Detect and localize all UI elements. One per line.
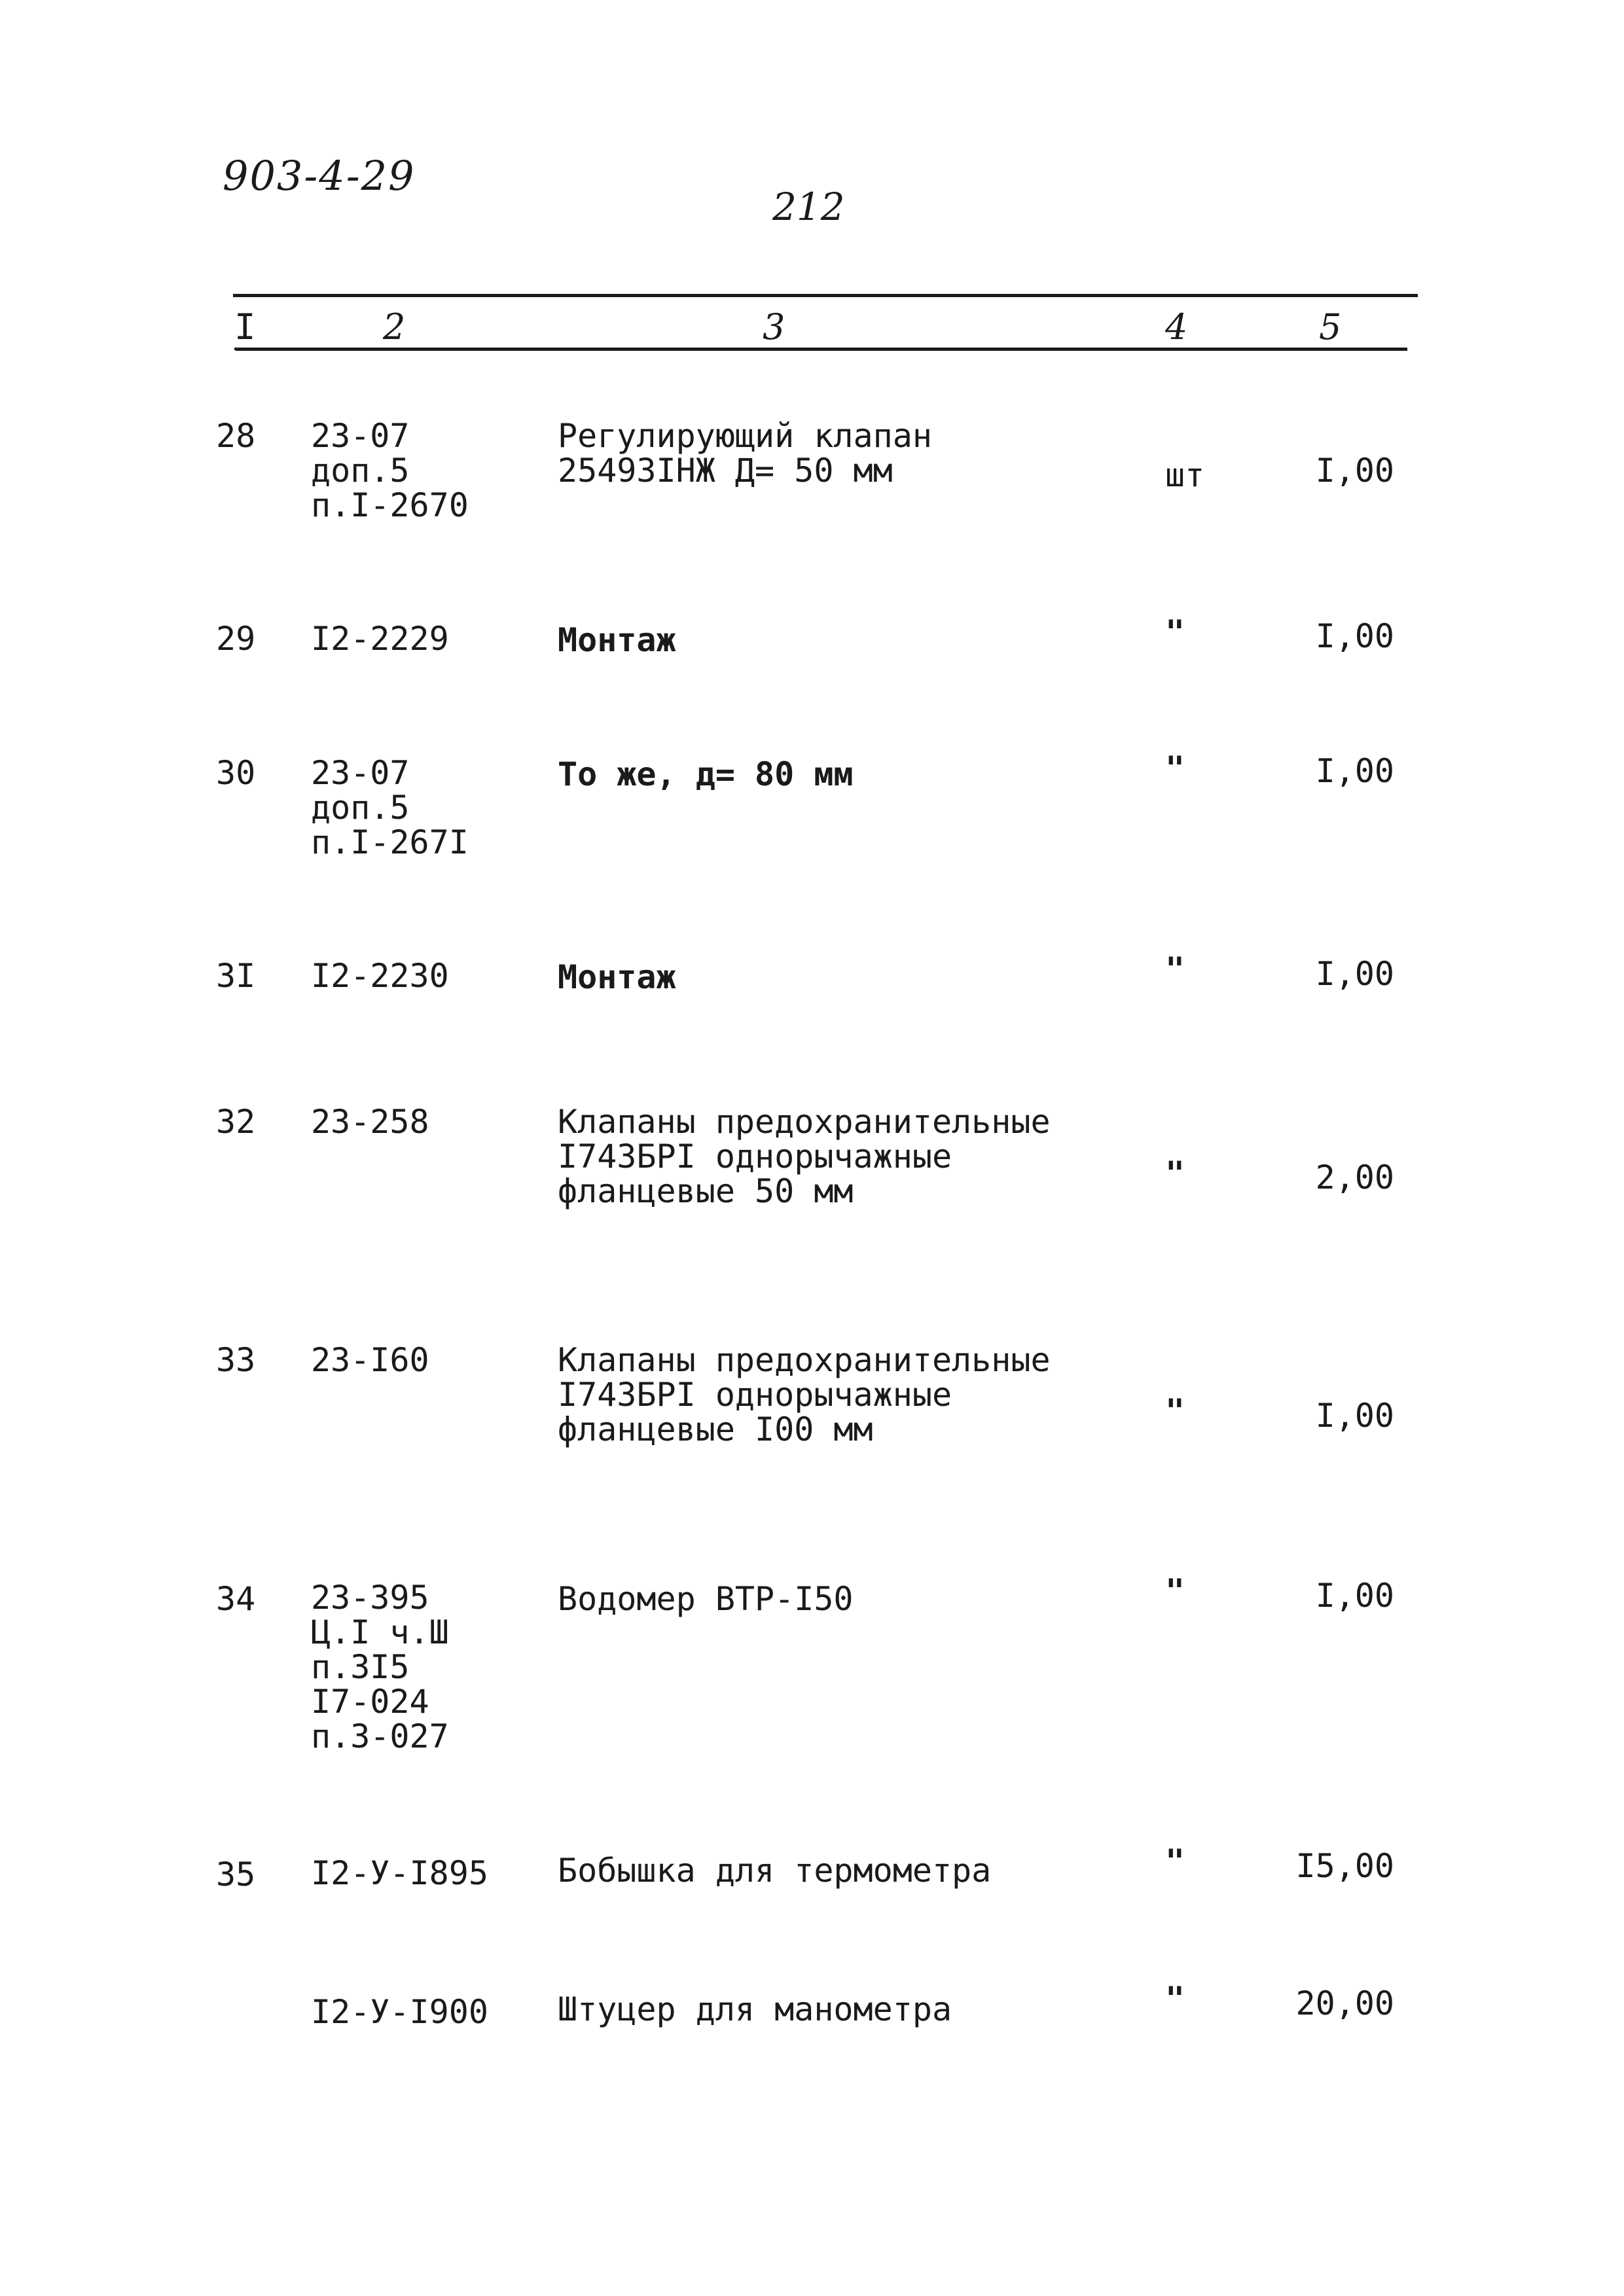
row-number: 3I (216, 957, 256, 995)
row-quantity: 2,00 (1315, 1158, 1394, 1196)
desc-line: Бобышка для термометра (558, 1852, 992, 1890)
row-quantity: I,00 (1315, 452, 1394, 490)
column-header-5: 5 (1319, 306, 1342, 348)
row-number: 35 (216, 1856, 256, 1893)
table-header-rule (236, 348, 1407, 351)
document-code: 903-4-29 (223, 152, 416, 200)
code-line: I7-024 (311, 1683, 429, 1721)
desc-line: Монтаж (558, 621, 676, 659)
code-line: I2-2229 (311, 620, 449, 658)
code-line: 23-07 (311, 417, 410, 455)
code-line: п.3-027 (311, 1717, 449, 1755)
column-header-3: 3 (763, 306, 785, 348)
column-header-1: I (234, 306, 257, 350)
row-quantity: I,00 (1315, 752, 1394, 790)
code-line: доп.5 (311, 789, 410, 827)
row-quantity: I,00 (1315, 617, 1394, 655)
code-line: 23-07 (311, 754, 410, 792)
desc-line: фланцевые 50 мм (558, 1172, 854, 1210)
row-number: 30 (216, 754, 256, 792)
desc-line: 25493IНЖ Д= 50 мм (558, 452, 893, 490)
column-header-2: 2 (383, 306, 406, 348)
code-line: 23-I60 (311, 1341, 429, 1379)
row-code (311, 1105, 429, 1139)
row-number: 32 (216, 1103, 256, 1141)
row-unit: " (1165, 1572, 1185, 1610)
row-unit: " (1165, 1842, 1185, 1880)
row-number: 34 (216, 1580, 256, 1618)
row-unit: " (1165, 1392, 1185, 1430)
code-line: доп.5 (311, 452, 410, 490)
row-number: 28 (216, 417, 256, 455)
code-line: п.I-267I (311, 823, 469, 861)
desc-line: Монтаж (558, 958, 676, 996)
row-code (311, 1343, 429, 1378)
row-number: 33 (216, 1341, 256, 1379)
page-number: 212 (772, 185, 845, 229)
desc-line: Водомер ВТР-I50 (558, 1580, 854, 1618)
row-quantity: I5,00 (1295, 1847, 1394, 1885)
desc-line: Штуцер для манометра (558, 1990, 952, 2028)
desc-line: I743БРI однорычажные (558, 1138, 952, 1175)
code-line: Ц.I ч.Ш (311, 1613, 449, 1651)
row-quantity: I,00 (1315, 1397, 1394, 1435)
row-quantity: 20,00 (1295, 1984, 1394, 2022)
desc-line: Клапаны предохранительные (558, 1341, 1051, 1379)
desc-line: Клапаны предохранительные (558, 1103, 1051, 1141)
row-unit: " (1165, 1155, 1185, 1193)
desc-line: То же, д= 80 мм (558, 755, 854, 793)
row-unit: " (1165, 950, 1185, 988)
code-line: 23-395 (311, 1579, 429, 1617)
row-quantity: I,00 (1315, 1577, 1394, 1615)
row-unit: " (1165, 749, 1185, 787)
column-header-4: 4 (1165, 306, 1188, 348)
code-line: I2-У-I895 (311, 1854, 488, 1892)
row-unit: шт (1165, 456, 1205, 494)
row-number: 29 (216, 620, 256, 658)
row-unit: " (1165, 1980, 1185, 2018)
code-line: I2-2230 (311, 957, 449, 995)
code-line: п.3I5 (311, 1648, 410, 1686)
code-line: 23-258 (311, 1103, 429, 1141)
row-quantity: I,00 (1315, 955, 1394, 993)
desc-line: фланцевые I00 мм (558, 1410, 873, 1448)
code-line: I2-У-I900 (311, 1993, 488, 2031)
row-unit: " (1165, 613, 1185, 651)
desc-line: I743БРI однорычажные (558, 1376, 952, 1414)
desc-line: Регулирующий клапан (558, 417, 932, 455)
table-top-rule (233, 294, 1418, 297)
code-line: п.I-2670 (311, 486, 469, 524)
